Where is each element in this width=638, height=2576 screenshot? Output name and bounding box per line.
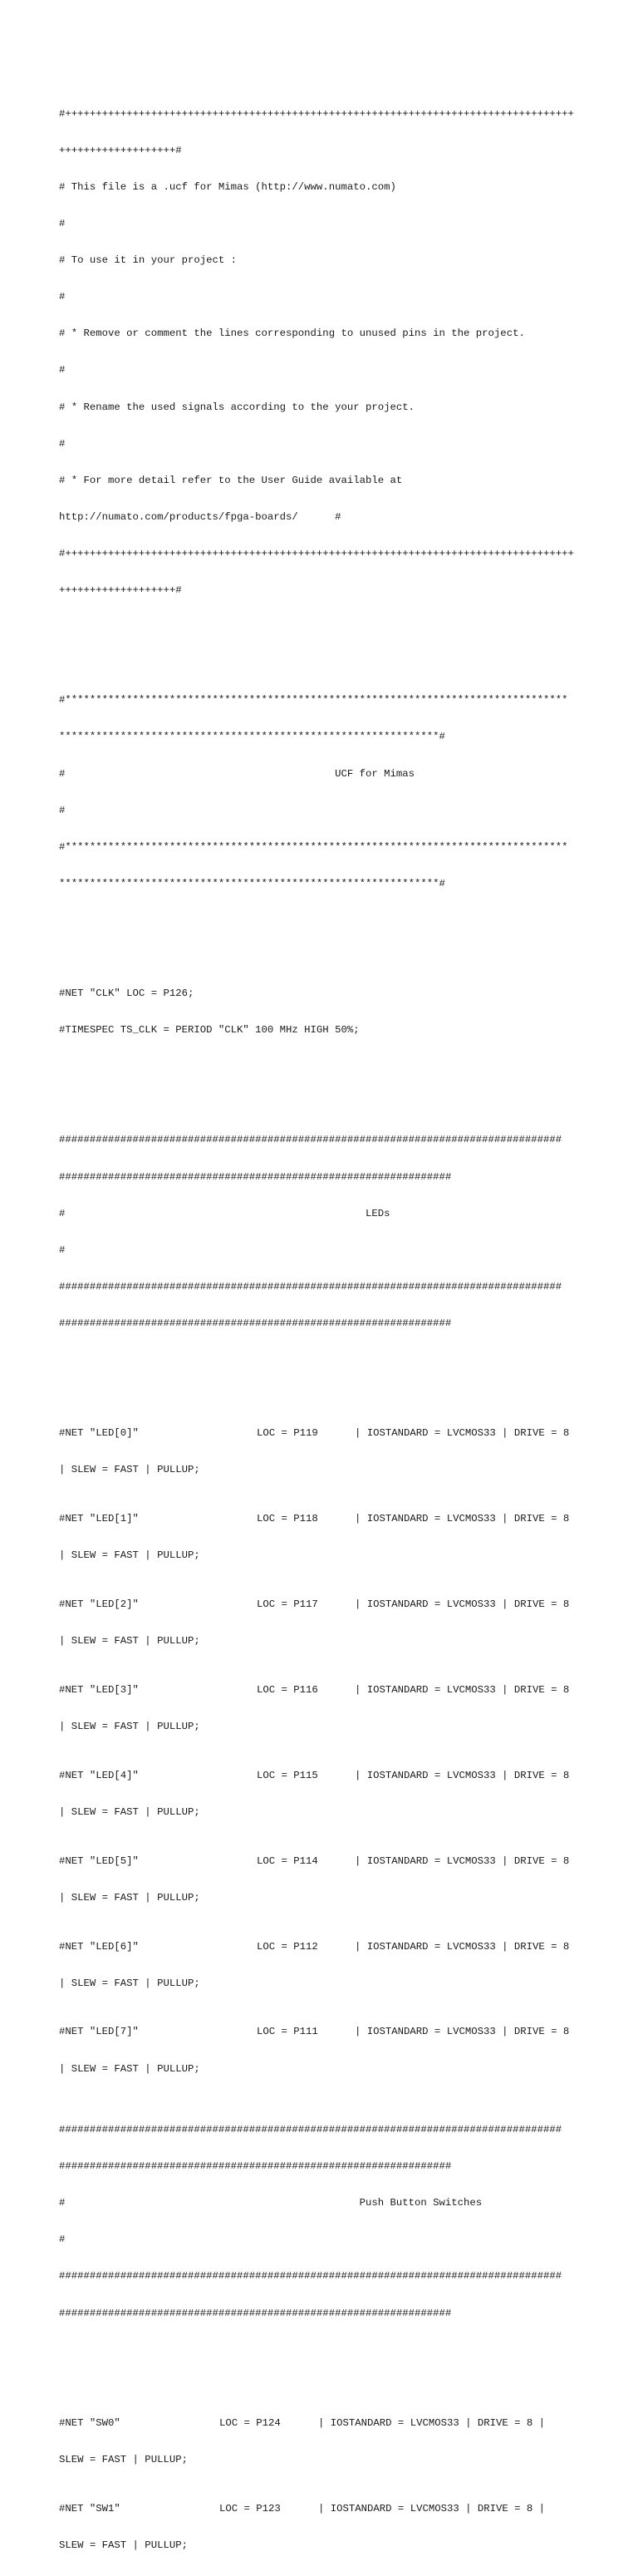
net-name: #NET "SW1" [59,2502,120,2514]
net-name: #NET "SW0" [59,2416,120,2429]
blank-line [59,633,624,646]
url-line: http://numato.com/products/fpga-boards/ # [59,510,341,523]
loc-value: LOC = P115 [257,1769,318,1781]
section-title: # UCF for Mimas [59,767,415,780]
blank-line [59,1073,624,1086]
comment-line: # [59,2234,66,2246]
header-title-line: # This file is a .ucf for Mimas (http://www.numato.com) [59,181,396,193]
led-constraint-row [59,1427,624,1440]
io-attributes: | IOSTANDARD = LVCMOS33 | DRIVE = 8 [355,2026,570,2038]
net-name: #NET "LED[5]" [59,1854,139,1867]
io-attributes: | IOSTANDARD = LVCMOS33 | DRIVE = 8 | [318,2416,546,2429]
io-attributes: | IOSTANDARD = LVCMOS33 | DRIVE = 8 | [318,2502,546,2514]
hash-rule: ################################################################################## [59,1280,562,1293]
net-name: #NET "LED[3]" [59,1683,139,1696]
loc-value: LOC = P124 [219,2416,281,2429]
comment-line: # [59,1244,66,1256]
io-attributes: | IOSTANDARD = LVCMOS33 | DRIVE = 8 [355,1683,570,1696]
ucf-document [59,59,624,2576]
net-name: #NET "LED[2]" [59,1598,139,1611]
loc-value: LOC = P117 [257,1598,318,1611]
section-title: # Push Button Switches [59,2197,483,2209]
comment-line: # [59,437,66,450]
comment-line: # [59,218,66,230]
led-constraint-row [59,1855,624,1868]
io-attributes: | IOSTANDARD = LVCMOS33 | DRIVE = 8 [355,1854,570,1867]
hash-rule: ################################################################################## [59,2270,562,2283]
io-attributes: | IOSTANDARD = LVCMOS33 | DRIVE = 8 [355,1769,570,1781]
continuation-line: | SLEW = FAST | PULLUP; [59,1891,200,1904]
comment-line: # * Rename the used signals according to the your project. [59,401,415,413]
continuation-line: | SLEW = FAST | PULLUP; [59,2062,200,2075]
continuation-line: | SLEW = FAST | PULLUP; [59,1635,200,1648]
hash-rule: ################################################################################## [59,2124,562,2136]
led-constraint-row [59,1513,624,1525]
hash-rule: ################################################################ [59,2307,452,2319]
continuation-line: | SLEW = FAST | PULLUP; [59,1549,200,1562]
loc-value: LOC = P118 [257,1513,318,1525]
header-rule: +++++++++++++++++++# [59,144,182,156]
clock-net-line: #NET "CLK" LOC = P126; [59,988,194,1000]
hash-rule: ################################################################ [59,2160,452,2173]
star-rule: #********************************************************************************** [59,840,568,853]
continuation-line: SLEW = FAST | PULLUP; [59,2453,188,2465]
header-rule: #+++++++++++++++++++++++++++++++++++++++++++++++++++++++++++++++++++++++++++++++++++ [59,107,574,120]
loc-value: LOC = P114 [257,1854,318,1867]
hash-rule: ################################################################################## [59,1134,562,1146]
continuation-line: | SLEW = FAST | PULLUP; [59,1805,200,1818]
net-name: #NET "LED[7]" [59,2026,139,2038]
comment-line: # * For more detail refer to the User Guide available at [59,474,403,486]
io-attributes: | IOSTANDARD = LVCMOS33 | DRIVE = 8 [355,1598,570,1611]
net-name: #NET "LED[0]" [59,1427,139,1440]
comment-line: # [59,804,66,816]
switch-constraint-row [59,2417,624,2430]
continuation-line: SLEW = FAST | PULLUP; [59,2539,188,2551]
net-name: #NET "LED[1]" [59,1513,139,1525]
io-attributes: | IOSTANDARD = LVCMOS33 | DRIVE = 8 [355,1427,570,1440]
star-rule: #********************************************************************************** [59,694,568,707]
comment-line: # [59,291,66,303]
loc-value: LOC = P112 [257,1940,318,1953]
loc-value: LOC = P111 [257,2026,318,2038]
led-constraint-row [59,1770,624,1782]
net-name: #NET "LED[4]" [59,1769,139,1781]
led-constraint-row [59,1598,624,1611]
hash-rule: ################################################################ [59,1317,452,1329]
loc-value: LOC = P119 [257,1427,318,1440]
star-rule: **************************************************************# [59,731,445,743]
led-constraint-row [59,1684,624,1697]
hash-rule: ################################################################ [59,1170,452,1183]
led-constraint-row [59,1941,624,1953]
comment-line: # * Remove or comment the lines corresponding to unused pins in the project. [59,328,525,340]
comment-line: # To use it in your project : [59,254,238,267]
net-name: #NET "LED[6]" [59,1940,139,1953]
blank-line [59,1367,624,1379]
loc-value: LOC = P116 [257,1683,318,1696]
comment-line: # [59,364,66,377]
switch-constraint-row [59,2503,624,2515]
clock-timespec-line: #TIMESPEC TS_CLK = PERIOD "CLK" 100 MHz HIGH 50%; [59,1024,360,1037]
section-title: # LEDs [59,1207,390,1219]
continuation-line: | SLEW = FAST | PULLUP; [59,1721,200,1733]
header-rule: +++++++++++++++++++# [59,584,182,597]
continuation-line: | SLEW = FAST | PULLUP; [59,1464,200,1476]
led-constraint-row [59,2026,624,2038]
continuation-line: | SLEW = FAST | PULLUP; [59,1977,200,1989]
loc-value: LOC = P123 [219,2502,281,2514]
io-attributes: | IOSTANDARD = LVCMOS33 | DRIVE = 8 [355,1513,570,1525]
blank-line [59,927,624,939]
blank-line [59,2356,624,2368]
star-rule: **************************************************************# [59,877,445,889]
header-rule: #+++++++++++++++++++++++++++++++++++++++++++++++++++++++++++++++++++++++++++++++++++ [59,547,574,559]
io-attributes: | IOSTANDARD = LVCMOS33 | DRIVE = 8 [355,1940,570,1953]
